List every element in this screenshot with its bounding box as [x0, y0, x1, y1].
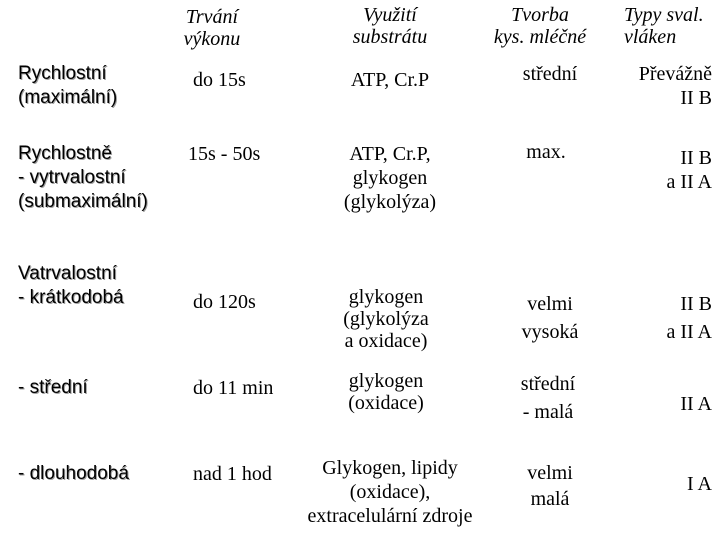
row-1-fiber-line-2: II B: [680, 87, 712, 109]
row-2-substrate-line-3: (glykolýza): [343, 191, 437, 213]
row-3-fiber: [600, 290, 712, 346]
header-duration: [160, 6, 264, 50]
row-3-substrate: [312, 286, 460, 352]
row-3-lactate: [480, 290, 620, 346]
row-4-duration-line-1: do 11 min: [193, 377, 274, 399]
row-1-duration-line-1: do 15s: [193, 69, 246, 91]
row-4-lactate-line-2: - malá: [522, 401, 574, 423]
row-3-label: [18, 262, 124, 310]
row-5-substrate-line-1: Glykogen, lipidy: [322, 457, 458, 479]
row-1-duration: [193, 68, 246, 92]
row-2-label-line-1: Rychlostně: [18, 143, 112, 164]
header-duration-line-2: výkonu: [183, 28, 241, 50]
row-5-substrate-line-3: extracelulární zdroje: [307, 505, 473, 527]
row-2-substrate-line-2: glykogen: [352, 167, 428, 189]
row-3-substrate-line-1: glykogen: [348, 286, 424, 308]
row-4-substrate-line-1: glykogen: [348, 370, 424, 392]
row-5-substrate-line-2: (oxidace),: [349, 481, 431, 503]
row-1-lactate: [480, 62, 620, 86]
row-2-label-line-3: (submaximální): [18, 191, 148, 212]
row-2-fiber-line-1: II B: [680, 147, 712, 169]
row-3-label-line-1: Vatrvalostní: [18, 263, 117, 284]
row-2-label: [18, 142, 148, 214]
header-fiber-line-2: vláken: [624, 26, 677, 48]
row-2-fiber: [600, 146, 712, 194]
row-3-lactate-line-2: vysoká: [521, 321, 579, 343]
row-5-label: [18, 462, 129, 486]
row-3-fiber-line-2: a II A: [666, 321, 712, 343]
row-3-substrate-line-3: a oxidace): [344, 330, 428, 352]
row-3-duration-line-1: do 120s: [193, 291, 256, 313]
header-lactate: [470, 4, 610, 48]
row-2-duration: [188, 142, 260, 166]
row-1-substrate: [316, 68, 464, 92]
row-4-label: [18, 376, 88, 400]
row-5-duration-line-1: nad 1 hod: [193, 463, 272, 485]
header-substrate-line-2: substrátu: [352, 26, 428, 48]
row-4-substrate-line-2: (oxidace): [348, 392, 424, 414]
row-3-lactate-line-1: velmi: [527, 293, 573, 315]
row-3-label-line-2: - krátkodobá: [18, 287, 124, 308]
header-fiber-type: [624, 4, 720, 48]
row-5-fiber-line-1: I A: [687, 473, 712, 495]
row-4-lactate: [478, 370, 618, 426]
row-5-duration: [193, 462, 272, 486]
row-1-label: [18, 62, 117, 110]
row-4-lactate-line-1: střední: [520, 373, 576, 395]
row-2-substrate: [316, 142, 464, 214]
row-1-lactate-line-1: střední: [522, 63, 578, 85]
row-5-fiber: [600, 472, 712, 496]
header-substrate-line-1: Využití: [363, 4, 417, 26]
row-5-lactate-line-2: malá: [530, 488, 570, 510]
row-4-substrate: [312, 370, 460, 414]
row-2-lactate-line-1: max.: [526, 141, 566, 163]
row-4-duration: [193, 376, 273, 400]
header-lactate-line-2: kys. mléčné: [493, 26, 587, 48]
row-1-label-line-1: Rychlostní: [18, 63, 107, 84]
row-2-fiber-line-2: a II A: [666, 171, 712, 193]
row-4-fiber: [600, 392, 712, 416]
row-3-duration: [193, 290, 256, 314]
header-duration-line-1: Trvání: [185, 6, 239, 28]
row-5-substrate: [284, 456, 496, 528]
row-2-lactate: [476, 140, 616, 164]
row-5-lactate: [480, 460, 620, 512]
row-5-lactate-line-1: velmi: [527, 462, 573, 484]
row-2-label-line-2: - vytrvalostní: [18, 167, 126, 188]
row-3-substrate-line-2: (glykolýza: [343, 308, 429, 330]
row-3-fiber-line-1: II B: [680, 293, 712, 315]
row-2-substrate-line-1: ATP, Cr.P,: [349, 143, 431, 165]
row-1-fiber-line-1: Převážně: [638, 63, 712, 85]
row-5-label-line-1: - dlouhodobá: [18, 463, 129, 484]
row-4-fiber-line-1: II A: [680, 393, 712, 415]
row-4-label-line-1: - střední: [18, 377, 88, 398]
row-1-fiber: [600, 62, 712, 110]
row-2-duration-line-1: 15s - 50s: [188, 143, 261, 165]
header-substrate: [316, 4, 464, 48]
row-1-substrate-line-1: ATP, Cr.P: [350, 69, 430, 91]
header-lactate-line-1: Tvorba: [511, 4, 569, 26]
header-fiber-line-1: Typy sval.: [624, 4, 704, 26]
row-1-label-line-2: (maximální): [18, 87, 118, 108]
